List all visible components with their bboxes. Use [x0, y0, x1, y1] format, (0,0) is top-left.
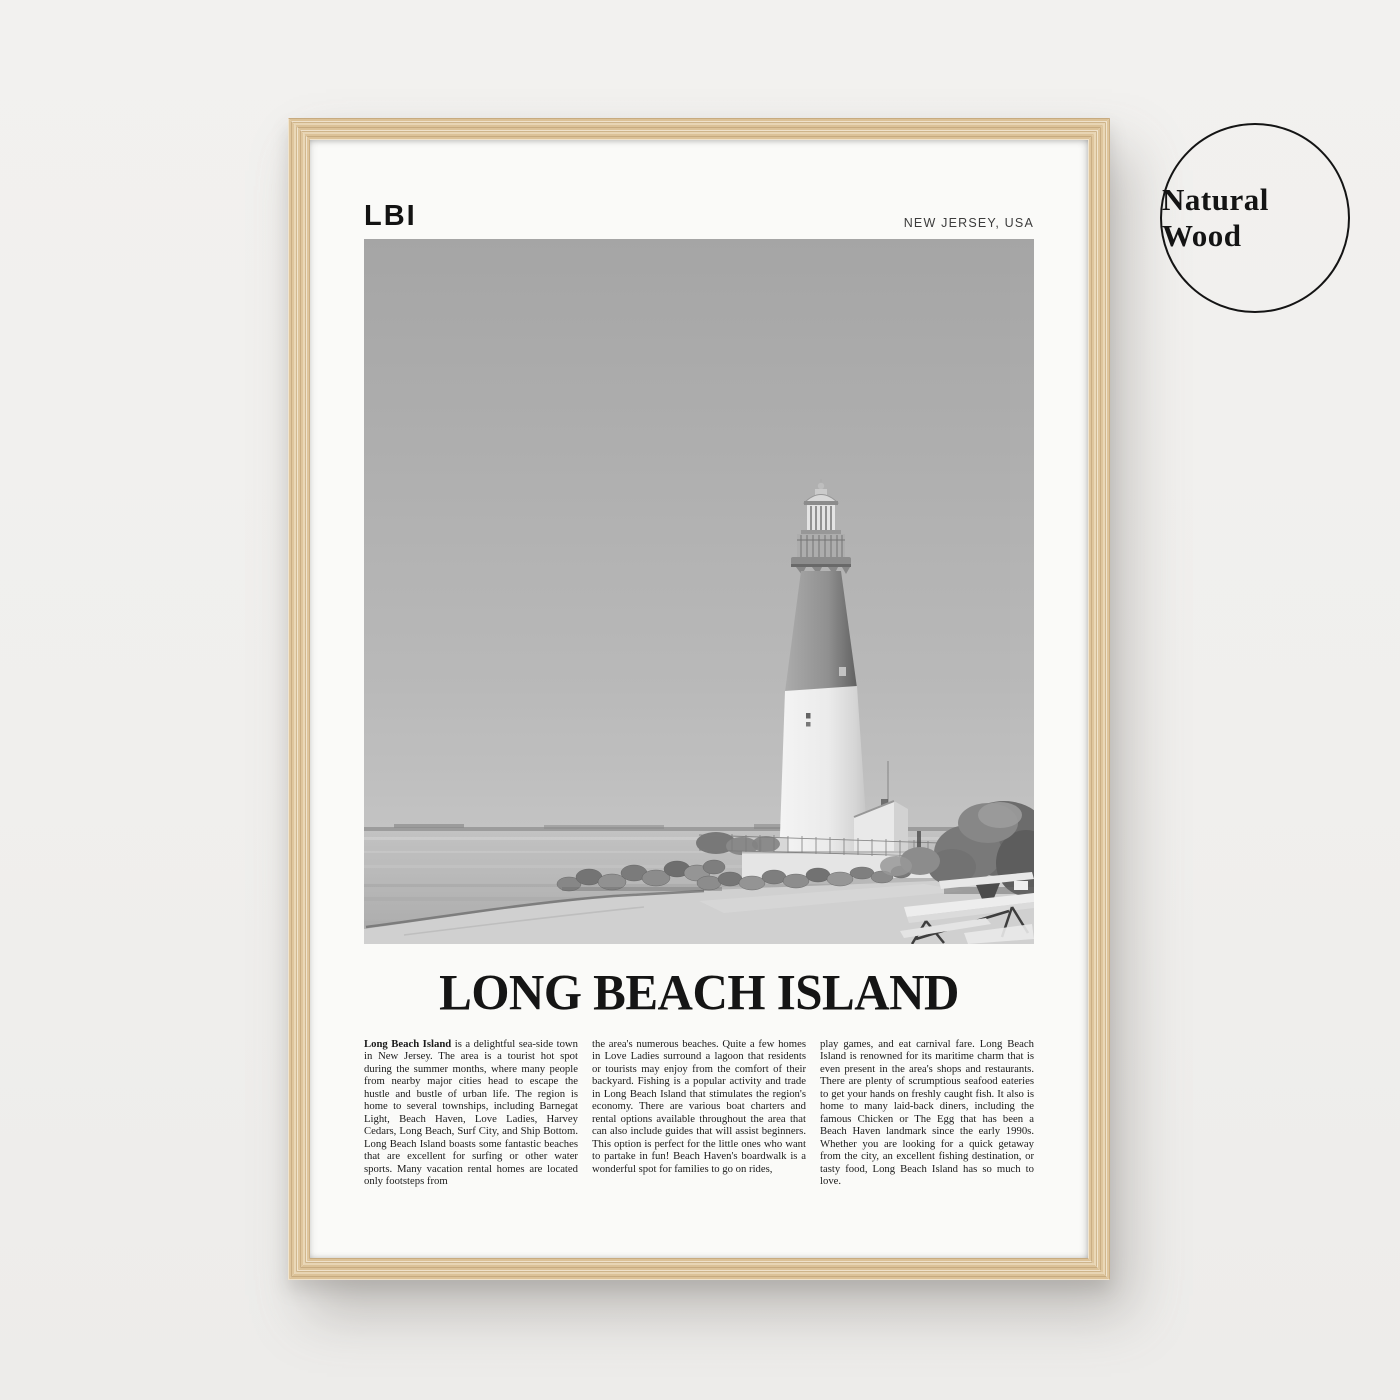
poster-location-label: NEW JERSEY, USA — [903, 215, 1034, 230]
material-badge-label: Natural Wood — [1162, 182, 1269, 253]
poster-title: LONG BEACH ISLAND — [439, 963, 959, 1022]
poster-frame — [288, 118, 1110, 1280]
body-lead-bold: Long Beach Island — [364, 1038, 452, 1050]
body-column-1: Long Beach Island is a delightful sea-side town in New Jersey. The area is a tourist hot spot during the summer months, where many people from nearby major cities head to escape the hustle and bustle of urban life. The region is home to several townships, including Barnegat Light, Beach Haven, Love Ladies, Harvey Cedars, Long Beach, Surf City, and Ship Bottom. Long Beach Island boasts some fantastic beaches that are excellent for surfing or other water sports. Many vacation rental homes are located only footsteps from — [364, 1038, 578, 1187]
poster-header — [364, 202, 1034, 231]
poster-paper — [310, 140, 1088, 1258]
frame-top-bar — [288, 118, 1110, 140]
frame-right-bar — [1088, 118, 1110, 1280]
material-badge — [1160, 123, 1350, 313]
poster-brand-label: LBI — [364, 200, 417, 232]
frame-left-bar — [288, 118, 310, 1280]
body-column-3: play games, and eat carnival fare. Long Beach Island is renowned for its maritime charm that is even present in the area's shops and restaurants. There are plenty of scrumptious seafood eateries to get your hands on freshly caught fish. It also is home to many laid-back diners, including the famous Chicken or The Egg that has been a Beach Haven landmark since the early 1990s. Whether you are looking for a quick getaway from the city, an excellent fishing destination, or tasty food, Long Beach Island has so much to love. — [820, 1038, 1034, 1187]
frame-bottom-bar — [288, 1258, 1110, 1280]
body-column-2: the area's numerous beaches. Quite a few homes in Love Ladies surround a lagoon that residents or tourists may enjoy from the comfort of their backyard. Fishing is a popular activity and trade in Long Beach Island that stimulates the region's economy. There are various boat charters and rental options available throughout the area that can also include guides that will assist beginners. This option is perfect for the little ones who want to partake in fun! Beach Haven's boardwalk is a wonderful spot for families to go on rides, — [592, 1038, 806, 1175]
lighthouse-photo — [364, 239, 1034, 944]
poster-body-text — [364, 1038, 1034, 1187]
